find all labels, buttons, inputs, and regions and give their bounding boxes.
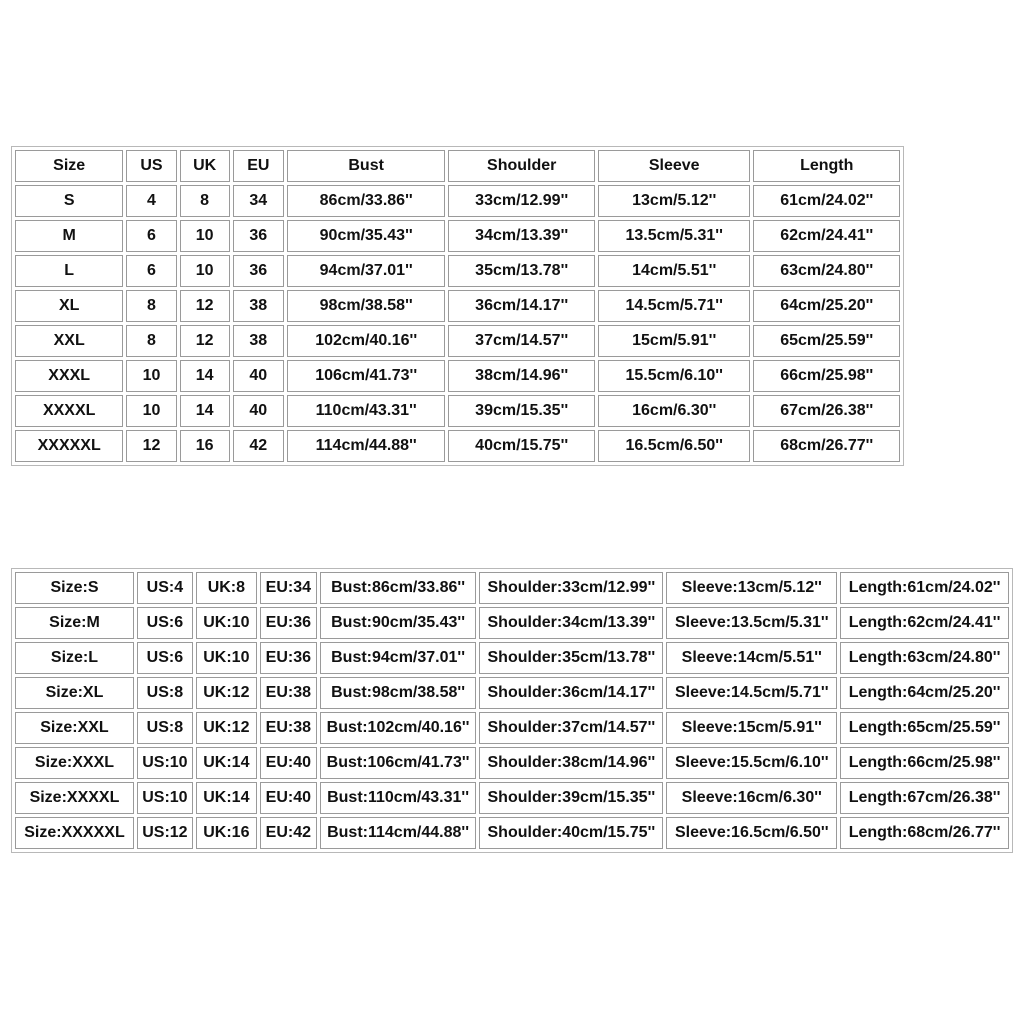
table-header-row (15, 150, 900, 182)
table-row (15, 255, 900, 287)
table-cell: 37cm/14.57'' (448, 325, 595, 357)
table-cell: 68cm/26.77'' (753, 430, 900, 462)
table-cell: Size:M (15, 607, 134, 639)
table-cell: UK:8 (196, 572, 257, 604)
table-cell: UK:16 (196, 817, 257, 849)
table-cell: Length:61cm/24.02'' (840, 572, 1009, 604)
table-cell: 94cm/37.01'' (287, 255, 446, 287)
table-cell: Bust:86cm/33.86'' (320, 572, 477, 604)
table-cell: UK:10 (196, 607, 257, 639)
table-cell: 39cm/15.35'' (448, 395, 595, 427)
table-row (15, 360, 900, 392)
table-cell: 102cm/40.16'' (287, 325, 446, 357)
table-cell: UK:12 (196, 677, 257, 709)
table-cell: 12 (180, 325, 230, 357)
table-cell: EU:38 (260, 677, 317, 709)
table-cell: 36cm/14.17'' (448, 290, 595, 322)
table-cell: 4 (126, 185, 176, 217)
table-row (15, 220, 900, 252)
table-cell: 10 (126, 360, 176, 392)
table-cell: US:6 (137, 607, 193, 639)
column-header: Shoulder (448, 150, 595, 182)
table-row (15, 395, 900, 427)
table-cell: 110cm/43.31'' (287, 395, 446, 427)
table-cell: 14 (180, 395, 230, 427)
table-cell: 16 (180, 430, 230, 462)
table-cell: 10 (180, 220, 230, 252)
table-cell: Bust:94cm/37.01'' (320, 642, 477, 674)
table-cell: 63cm/24.80'' (753, 255, 900, 287)
table-cell: XXXL (15, 360, 123, 392)
column-header: Bust (287, 150, 446, 182)
table-cell: Sleeve:13cm/5.12'' (666, 572, 837, 604)
table-row (15, 572, 1009, 604)
table-cell: 35cm/13.78'' (448, 255, 595, 287)
table-cell: 16cm/6.30'' (598, 395, 751, 427)
table-cell: EU:36 (260, 642, 317, 674)
table-cell: Shoulder:39cm/15.35'' (479, 782, 663, 814)
table-cell: EU:40 (260, 782, 317, 814)
table-row (15, 782, 1009, 814)
table-cell: Size:L (15, 642, 134, 674)
table-cell: Sleeve:15cm/5.91'' (666, 712, 837, 744)
column-header: UK (180, 150, 230, 182)
table-cell: Sleeve:14cm/5.51'' (666, 642, 837, 674)
table-row (15, 642, 1009, 674)
table-cell: Bust:102cm/40.16'' (320, 712, 477, 744)
table-cell: Sleeve:16.5cm/6.50'' (666, 817, 837, 849)
table-row (15, 290, 900, 322)
table-cell: Sleeve:16cm/6.30'' (666, 782, 837, 814)
table-cell: UK:14 (196, 747, 257, 779)
table-cell: XL (15, 290, 123, 322)
table-row (15, 677, 1009, 709)
table-cell: Sleeve:15.5cm/6.10'' (666, 747, 837, 779)
table-cell: 8 (180, 185, 230, 217)
table-cell: Length:62cm/24.41'' (840, 607, 1009, 639)
table-cell: 65cm/25.59'' (753, 325, 900, 357)
table-cell: 15.5cm/6.10'' (598, 360, 751, 392)
table-cell: 38 (233, 290, 284, 322)
table-cell: 8 (126, 290, 176, 322)
table-cell: Size:XXXXL (15, 782, 134, 814)
table-cell: UK:12 (196, 712, 257, 744)
table-cell: 14.5cm/5.71'' (598, 290, 751, 322)
table-cell: 6 (126, 220, 176, 252)
table-cell: Size:XXXL (15, 747, 134, 779)
table-row (15, 325, 900, 357)
size-chart-labeled-body (15, 572, 1009, 849)
table-cell: Length:67cm/26.38'' (840, 782, 1009, 814)
table-cell: 33cm/12.99'' (448, 185, 595, 217)
table-cell: Bust:114cm/44.88'' (320, 817, 477, 849)
table-cell: Shoulder:37cm/14.57'' (479, 712, 663, 744)
table-cell: EU:36 (260, 607, 317, 639)
table-cell: 114cm/44.88'' (287, 430, 446, 462)
table-cell: UK:14 (196, 782, 257, 814)
table-cell: 62cm/24.41'' (753, 220, 900, 252)
table-cell: 106cm/41.73'' (287, 360, 446, 392)
table-cell: 13cm/5.12'' (598, 185, 751, 217)
table-cell: M (15, 220, 123, 252)
table-cell: Length:68cm/26.77'' (840, 817, 1009, 849)
size-chart-labeled-table (11, 568, 1013, 853)
table-cell: 98cm/38.58'' (287, 290, 446, 322)
table-cell: 6 (126, 255, 176, 287)
table-cell: EU:40 (260, 747, 317, 779)
table-cell: US:12 (137, 817, 193, 849)
table-row (15, 712, 1009, 744)
table-cell: US:6 (137, 642, 193, 674)
table-cell: 86cm/33.86'' (287, 185, 446, 217)
table-cell: 13.5cm/5.31'' (598, 220, 751, 252)
table-cell: 90cm/35.43'' (287, 220, 446, 252)
table-cell: S (15, 185, 123, 217)
table-row (15, 185, 900, 217)
table-cell: Shoulder:38cm/14.96'' (479, 747, 663, 779)
table-cell: Shoulder:35cm/13.78'' (479, 642, 663, 674)
table-cell: UK:10 (196, 642, 257, 674)
table-cell: 12 (180, 290, 230, 322)
table-cell: Length:66cm/25.98'' (840, 747, 1009, 779)
table-cell: US:4 (137, 572, 193, 604)
table-cell: Shoulder:36cm/14.17'' (479, 677, 663, 709)
table-cell: Bust:90cm/35.43'' (320, 607, 477, 639)
table-cell: Size:XL (15, 677, 134, 709)
table-cell: 36 (233, 220, 284, 252)
table-cell: 42 (233, 430, 284, 462)
column-header: Length (753, 150, 900, 182)
size-chart-table (11, 146, 904, 466)
table-cell: Size:S (15, 572, 134, 604)
table-cell: 36 (233, 255, 284, 287)
table-cell: EU:38 (260, 712, 317, 744)
table-row (15, 430, 900, 462)
table-cell: US:10 (137, 747, 193, 779)
table-cell: 38cm/14.96'' (448, 360, 595, 392)
table-cell: Shoulder:33cm/12.99'' (479, 572, 663, 604)
table-cell: US:8 (137, 677, 193, 709)
table-cell: 8 (126, 325, 176, 357)
column-header: EU (233, 150, 284, 182)
table-cell: 10 (180, 255, 230, 287)
table-cell: Bust:110cm/43.31'' (320, 782, 477, 814)
table-cell: 14cm/5.51'' (598, 255, 751, 287)
table-cell: US:8 (137, 712, 193, 744)
table-cell: Length:63cm/24.80'' (840, 642, 1009, 674)
column-header: Size (15, 150, 123, 182)
table-cell: 66cm/25.98'' (753, 360, 900, 392)
table-cell: 16.5cm/6.50'' (598, 430, 751, 462)
table-cell: Shoulder:34cm/13.39'' (479, 607, 663, 639)
table-cell: 34cm/13.39'' (448, 220, 595, 252)
table-cell: 34 (233, 185, 284, 217)
table-cell: Bust:98cm/38.58'' (320, 677, 477, 709)
table-cell: Sleeve:14.5cm/5.71'' (666, 677, 837, 709)
table-row (15, 747, 1009, 779)
table-cell: L (15, 255, 123, 287)
table-cell: 10 (126, 395, 176, 427)
table-cell: Shoulder:40cm/15.75'' (479, 817, 663, 849)
table-cell: 67cm/26.38'' (753, 395, 900, 427)
table-row (15, 817, 1009, 849)
table-cell: XXL (15, 325, 123, 357)
table-cell: 40 (233, 395, 284, 427)
table-cell: 14 (180, 360, 230, 392)
table-cell: Bust:106cm/41.73'' (320, 747, 477, 779)
table-cell: Size:XXXXXL (15, 817, 134, 849)
table-cell: 40 (233, 360, 284, 392)
table-cell: 15cm/5.91'' (598, 325, 751, 357)
table-cell: Size:XXL (15, 712, 134, 744)
table-cell: Length:64cm/25.20'' (840, 677, 1009, 709)
table-cell: EU:42 (260, 817, 317, 849)
table-cell: EU:34 (260, 572, 317, 604)
table-cell: 61cm/24.02'' (753, 185, 900, 217)
table-cell: XXXXXL (15, 430, 123, 462)
table-cell: XXXXL (15, 395, 123, 427)
size-chart-body (15, 150, 900, 462)
table-row (15, 607, 1009, 639)
table-cell: Sleeve:13.5cm/5.31'' (666, 607, 837, 639)
table-cell: US:10 (137, 782, 193, 814)
column-header: US (126, 150, 176, 182)
table-cell: 40cm/15.75'' (448, 430, 595, 462)
column-header: Sleeve (598, 150, 751, 182)
table-cell: 38 (233, 325, 284, 357)
table-cell: 12 (126, 430, 176, 462)
table-cell: Length:65cm/25.59'' (840, 712, 1009, 744)
table-cell: 64cm/25.20'' (753, 290, 900, 322)
